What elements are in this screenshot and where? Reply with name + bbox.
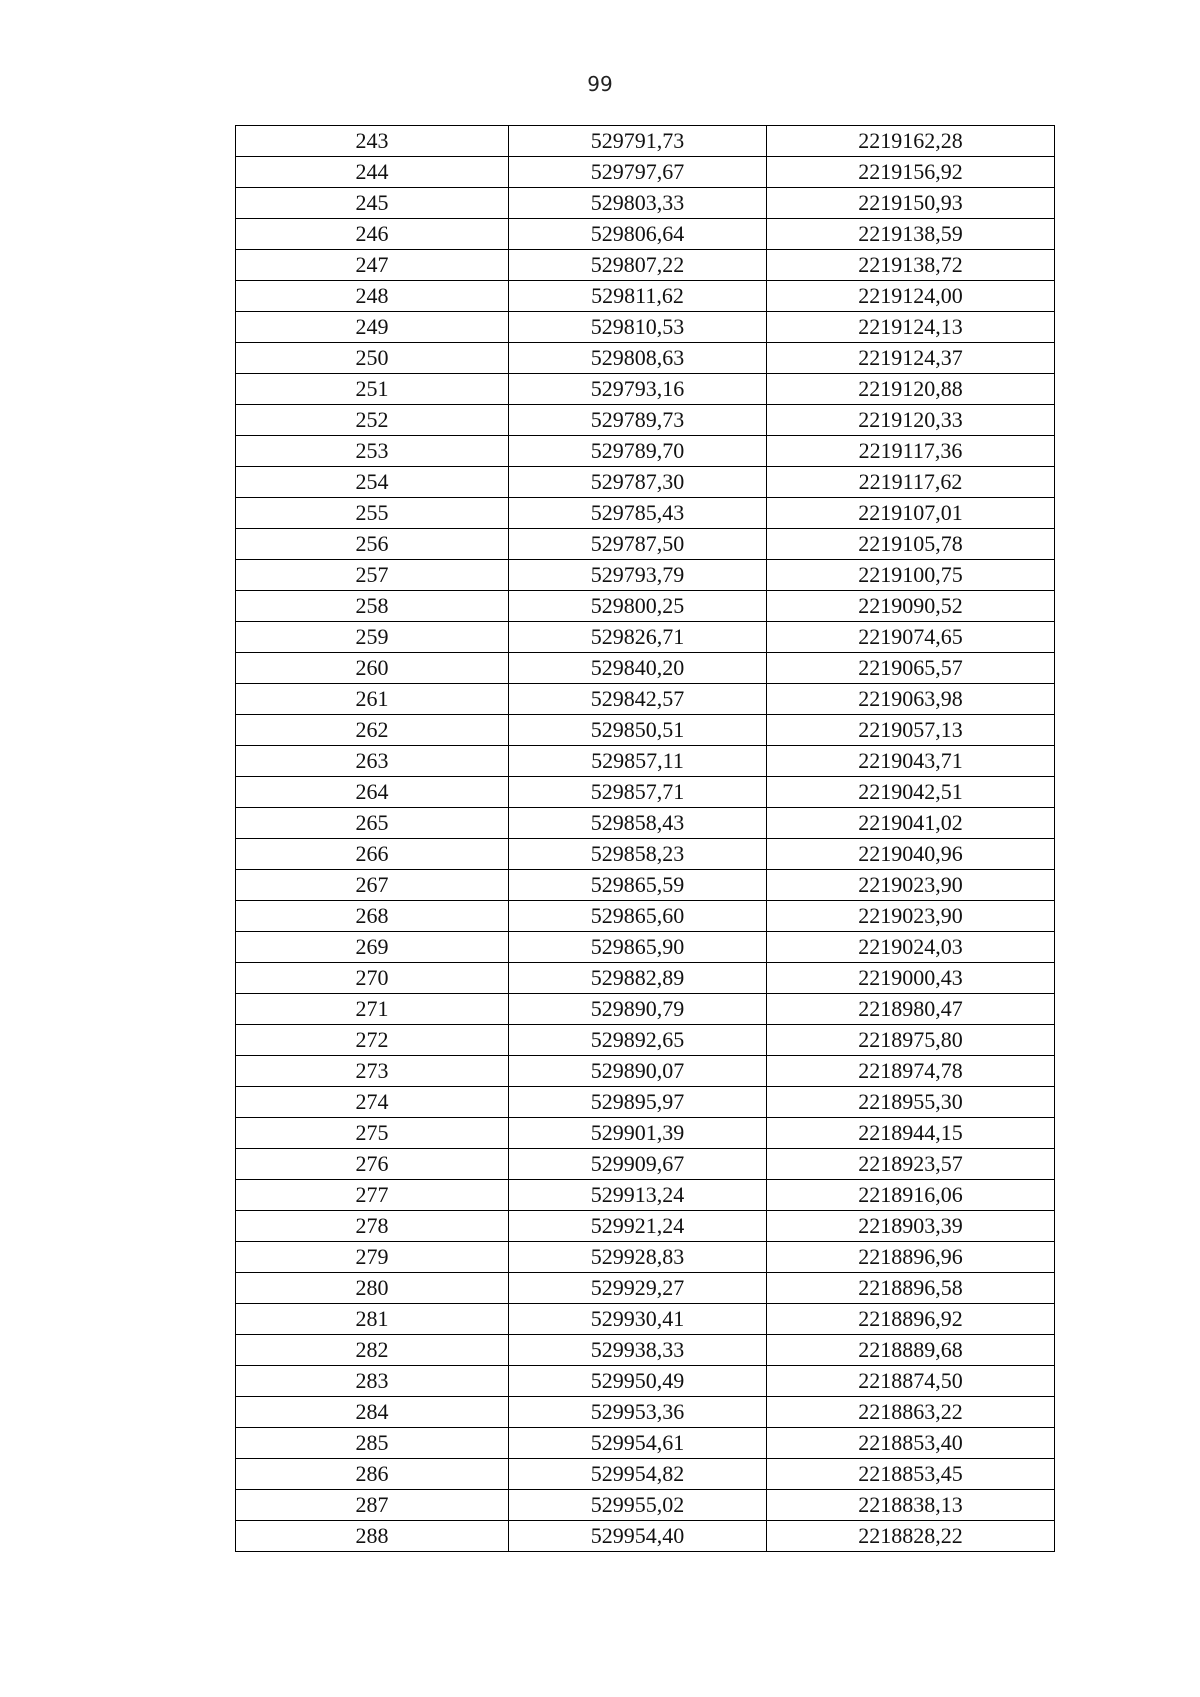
table-row xyxy=(236,560,1055,591)
x-coordinate-cell: 529955,02 xyxy=(509,1490,767,1521)
y-coordinate-cell: 2218896,58 xyxy=(767,1273,1055,1304)
point-number-cell: 277 xyxy=(236,1180,509,1211)
x-coordinate-cell: 529808,63 xyxy=(509,343,767,374)
point-number-cell: 282 xyxy=(236,1335,509,1366)
point-number-cell: 254 xyxy=(236,467,509,498)
table-row xyxy=(236,250,1055,281)
y-coordinate-cell: 2218980,47 xyxy=(767,994,1055,1025)
y-coordinate-cell: 2219057,13 xyxy=(767,715,1055,746)
point-number-cell: 257 xyxy=(236,560,509,591)
x-coordinate-cell: 529938,33 xyxy=(509,1335,767,1366)
table-row xyxy=(236,839,1055,870)
table-row xyxy=(236,312,1055,343)
y-coordinate-cell: 2219124,37 xyxy=(767,343,1055,374)
point-number-cell: 260 xyxy=(236,653,509,684)
point-number-cell: 253 xyxy=(236,436,509,467)
y-coordinate-cell: 2219124,00 xyxy=(767,281,1055,312)
y-coordinate-cell: 2218896,96 xyxy=(767,1242,1055,1273)
y-coordinate-cell: 2218838,13 xyxy=(767,1490,1055,1521)
y-coordinate-cell: 2219023,90 xyxy=(767,870,1055,901)
x-coordinate-cell: 529953,36 xyxy=(509,1397,767,1428)
point-number-cell: 278 xyxy=(236,1211,509,1242)
x-coordinate-cell: 529793,16 xyxy=(509,374,767,405)
coordinates-table xyxy=(235,125,1055,1552)
point-number-cell: 256 xyxy=(236,529,509,560)
point-number-cell: 252 xyxy=(236,405,509,436)
x-coordinate-cell: 529806,64 xyxy=(509,219,767,250)
coordinates-table-body xyxy=(236,126,1055,1552)
point-number-cell: 272 xyxy=(236,1025,509,1056)
point-number-cell: 261 xyxy=(236,684,509,715)
x-coordinate-cell: 529840,20 xyxy=(509,653,767,684)
x-coordinate-cell: 529807,22 xyxy=(509,250,767,281)
table-row xyxy=(236,1118,1055,1149)
table-row xyxy=(236,901,1055,932)
table-row xyxy=(236,343,1055,374)
table-row xyxy=(236,1056,1055,1087)
y-coordinate-cell: 2219138,72 xyxy=(767,250,1055,281)
x-coordinate-cell: 529789,70 xyxy=(509,436,767,467)
x-coordinate-cell: 529865,90 xyxy=(509,932,767,963)
table-row xyxy=(236,684,1055,715)
x-coordinate-cell: 529954,40 xyxy=(509,1521,767,1552)
y-coordinate-cell: 2219042,51 xyxy=(767,777,1055,808)
point-number-cell: 245 xyxy=(236,188,509,219)
point-number-cell: 268 xyxy=(236,901,509,932)
x-coordinate-cell: 529928,83 xyxy=(509,1242,767,1273)
x-coordinate-cell: 529929,27 xyxy=(509,1273,767,1304)
y-coordinate-cell: 2218853,40 xyxy=(767,1428,1055,1459)
table-row xyxy=(236,219,1055,250)
y-coordinate-cell: 2219120,33 xyxy=(767,405,1055,436)
point-number-cell: 287 xyxy=(236,1490,509,1521)
y-coordinate-cell: 2218853,45 xyxy=(767,1459,1055,1490)
point-number-cell: 283 xyxy=(236,1366,509,1397)
table-row xyxy=(236,126,1055,157)
x-coordinate-cell: 529793,79 xyxy=(509,560,767,591)
x-coordinate-cell: 529921,24 xyxy=(509,1211,767,1242)
point-number-cell: 251 xyxy=(236,374,509,405)
table-row xyxy=(236,157,1055,188)
table-row xyxy=(236,467,1055,498)
table-row xyxy=(236,1521,1055,1552)
x-coordinate-cell: 529785,43 xyxy=(509,498,767,529)
y-coordinate-cell: 2219000,43 xyxy=(767,963,1055,994)
x-coordinate-cell: 529882,89 xyxy=(509,963,767,994)
table-row xyxy=(236,715,1055,746)
table-row xyxy=(236,870,1055,901)
x-coordinate-cell: 529789,73 xyxy=(509,405,767,436)
y-coordinate-cell: 2219063,98 xyxy=(767,684,1055,715)
y-coordinate-cell: 2218944,15 xyxy=(767,1118,1055,1149)
point-number-cell: 271 xyxy=(236,994,509,1025)
x-coordinate-cell: 529858,43 xyxy=(509,808,767,839)
table-row xyxy=(236,436,1055,467)
x-coordinate-cell: 529857,11 xyxy=(509,746,767,777)
x-coordinate-cell: 529892,65 xyxy=(509,1025,767,1056)
table-row xyxy=(236,405,1055,436)
table-row xyxy=(236,622,1055,653)
point-number-cell: 255 xyxy=(236,498,509,529)
table-row xyxy=(236,1459,1055,1490)
point-number-cell: 265 xyxy=(236,808,509,839)
x-coordinate-cell: 529954,61 xyxy=(509,1428,767,1459)
table-row xyxy=(236,1211,1055,1242)
y-coordinate-cell: 2219100,75 xyxy=(767,560,1055,591)
y-coordinate-cell: 2219041,02 xyxy=(767,808,1055,839)
table-row xyxy=(236,932,1055,963)
y-coordinate-cell: 2218896,92 xyxy=(767,1304,1055,1335)
y-coordinate-cell: 2219117,62 xyxy=(767,467,1055,498)
x-coordinate-cell: 529850,51 xyxy=(509,715,767,746)
table-row xyxy=(236,1490,1055,1521)
table-row xyxy=(236,591,1055,622)
y-coordinate-cell: 2218903,39 xyxy=(767,1211,1055,1242)
point-number-cell: 250 xyxy=(236,343,509,374)
y-coordinate-cell: 2219074,65 xyxy=(767,622,1055,653)
x-coordinate-cell: 529810,53 xyxy=(509,312,767,343)
y-coordinate-cell: 2219065,57 xyxy=(767,653,1055,684)
table-row xyxy=(236,1025,1055,1056)
x-coordinate-cell: 529901,39 xyxy=(509,1118,767,1149)
y-coordinate-cell: 2219156,92 xyxy=(767,157,1055,188)
point-number-cell: 267 xyxy=(236,870,509,901)
x-coordinate-cell: 529909,67 xyxy=(509,1149,767,1180)
y-coordinate-cell: 2218955,30 xyxy=(767,1087,1055,1118)
y-coordinate-cell: 2219120,88 xyxy=(767,374,1055,405)
y-coordinate-cell: 2219043,71 xyxy=(767,746,1055,777)
point-number-cell: 259 xyxy=(236,622,509,653)
point-number-cell: 280 xyxy=(236,1273,509,1304)
y-coordinate-cell: 2218874,50 xyxy=(767,1366,1055,1397)
point-number-cell: 248 xyxy=(236,281,509,312)
point-number-cell: 258 xyxy=(236,591,509,622)
table-row xyxy=(236,529,1055,560)
x-coordinate-cell: 529787,50 xyxy=(509,529,767,560)
point-number-cell: 262 xyxy=(236,715,509,746)
point-number-cell: 264 xyxy=(236,777,509,808)
point-number-cell: 286 xyxy=(236,1459,509,1490)
point-number-cell: 269 xyxy=(236,932,509,963)
y-coordinate-cell: 2218863,22 xyxy=(767,1397,1055,1428)
x-coordinate-cell: 529826,71 xyxy=(509,622,767,653)
y-coordinate-cell: 2219150,93 xyxy=(767,188,1055,219)
table-row xyxy=(236,1273,1055,1304)
point-number-cell: 274 xyxy=(236,1087,509,1118)
point-number-cell: 246 xyxy=(236,219,509,250)
point-number-cell: 249 xyxy=(236,312,509,343)
y-coordinate-cell: 2219023,90 xyxy=(767,901,1055,932)
table-row xyxy=(236,1149,1055,1180)
x-coordinate-cell: 529890,07 xyxy=(509,1056,767,1087)
x-coordinate-cell: 529787,30 xyxy=(509,467,767,498)
point-number-cell: 273 xyxy=(236,1056,509,1087)
point-number-cell: 243 xyxy=(236,126,509,157)
y-coordinate-cell: 2219162,28 xyxy=(767,126,1055,157)
y-coordinate-cell: 2219105,78 xyxy=(767,529,1055,560)
x-coordinate-cell: 529865,59 xyxy=(509,870,767,901)
x-coordinate-cell: 529930,41 xyxy=(509,1304,767,1335)
y-coordinate-cell: 2219024,03 xyxy=(767,932,1055,963)
table-row xyxy=(236,963,1055,994)
table-row xyxy=(236,1366,1055,1397)
table-row xyxy=(236,1242,1055,1273)
x-coordinate-cell: 529791,73 xyxy=(509,126,767,157)
x-coordinate-cell: 529842,57 xyxy=(509,684,767,715)
x-coordinate-cell: 529890,79 xyxy=(509,994,767,1025)
table-row xyxy=(236,1335,1055,1366)
x-coordinate-cell: 529800,25 xyxy=(509,591,767,622)
point-number-cell: 284 xyxy=(236,1397,509,1428)
y-coordinate-cell: 2218916,06 xyxy=(767,1180,1055,1211)
page-number: 99 xyxy=(587,72,613,96)
y-coordinate-cell: 2218828,22 xyxy=(767,1521,1055,1552)
point-number-cell: 279 xyxy=(236,1242,509,1273)
table-row xyxy=(236,994,1055,1025)
table-row xyxy=(236,1397,1055,1428)
y-coordinate-cell: 2219107,01 xyxy=(767,498,1055,529)
x-coordinate-cell: 529803,33 xyxy=(509,188,767,219)
x-coordinate-cell: 529858,23 xyxy=(509,839,767,870)
table-row xyxy=(236,1304,1055,1335)
x-coordinate-cell: 529857,71 xyxy=(509,777,767,808)
x-coordinate-cell: 529895,97 xyxy=(509,1087,767,1118)
point-number-cell: 275 xyxy=(236,1118,509,1149)
x-coordinate-cell: 529950,49 xyxy=(509,1366,767,1397)
point-number-cell: 247 xyxy=(236,250,509,281)
y-coordinate-cell: 2219124,13 xyxy=(767,312,1055,343)
y-coordinate-cell: 2218923,57 xyxy=(767,1149,1055,1180)
y-coordinate-cell: 2218974,78 xyxy=(767,1056,1055,1087)
x-coordinate-cell: 529913,24 xyxy=(509,1180,767,1211)
point-number-cell: 244 xyxy=(236,157,509,188)
x-coordinate-cell: 529797,67 xyxy=(509,157,767,188)
table-row xyxy=(236,188,1055,219)
table-row xyxy=(236,653,1055,684)
y-coordinate-cell: 2218889,68 xyxy=(767,1335,1055,1366)
point-number-cell: 285 xyxy=(236,1428,509,1459)
point-number-cell: 263 xyxy=(236,746,509,777)
table-row xyxy=(236,1087,1055,1118)
y-coordinate-cell: 2219040,96 xyxy=(767,839,1055,870)
point-number-cell: 288 xyxy=(236,1521,509,1552)
y-coordinate-cell: 2219117,36 xyxy=(767,436,1055,467)
table-row xyxy=(236,808,1055,839)
table-row xyxy=(236,1428,1055,1459)
table-row xyxy=(236,1180,1055,1211)
y-coordinate-cell: 2219090,52 xyxy=(767,591,1055,622)
x-coordinate-cell: 529811,62 xyxy=(509,281,767,312)
table-row xyxy=(236,374,1055,405)
x-coordinate-cell: 529954,82 xyxy=(509,1459,767,1490)
x-coordinate-cell: 529865,60 xyxy=(509,901,767,932)
point-number-cell: 266 xyxy=(236,839,509,870)
table-row xyxy=(236,777,1055,808)
table-row xyxy=(236,281,1055,312)
y-coordinate-cell: 2218975,80 xyxy=(767,1025,1055,1056)
table-row xyxy=(236,746,1055,777)
point-number-cell: 281 xyxy=(236,1304,509,1335)
y-coordinate-cell: 2219138,59 xyxy=(767,219,1055,250)
table-row xyxy=(236,498,1055,529)
point-number-cell: 276 xyxy=(236,1149,509,1180)
point-number-cell: 270 xyxy=(236,963,509,994)
